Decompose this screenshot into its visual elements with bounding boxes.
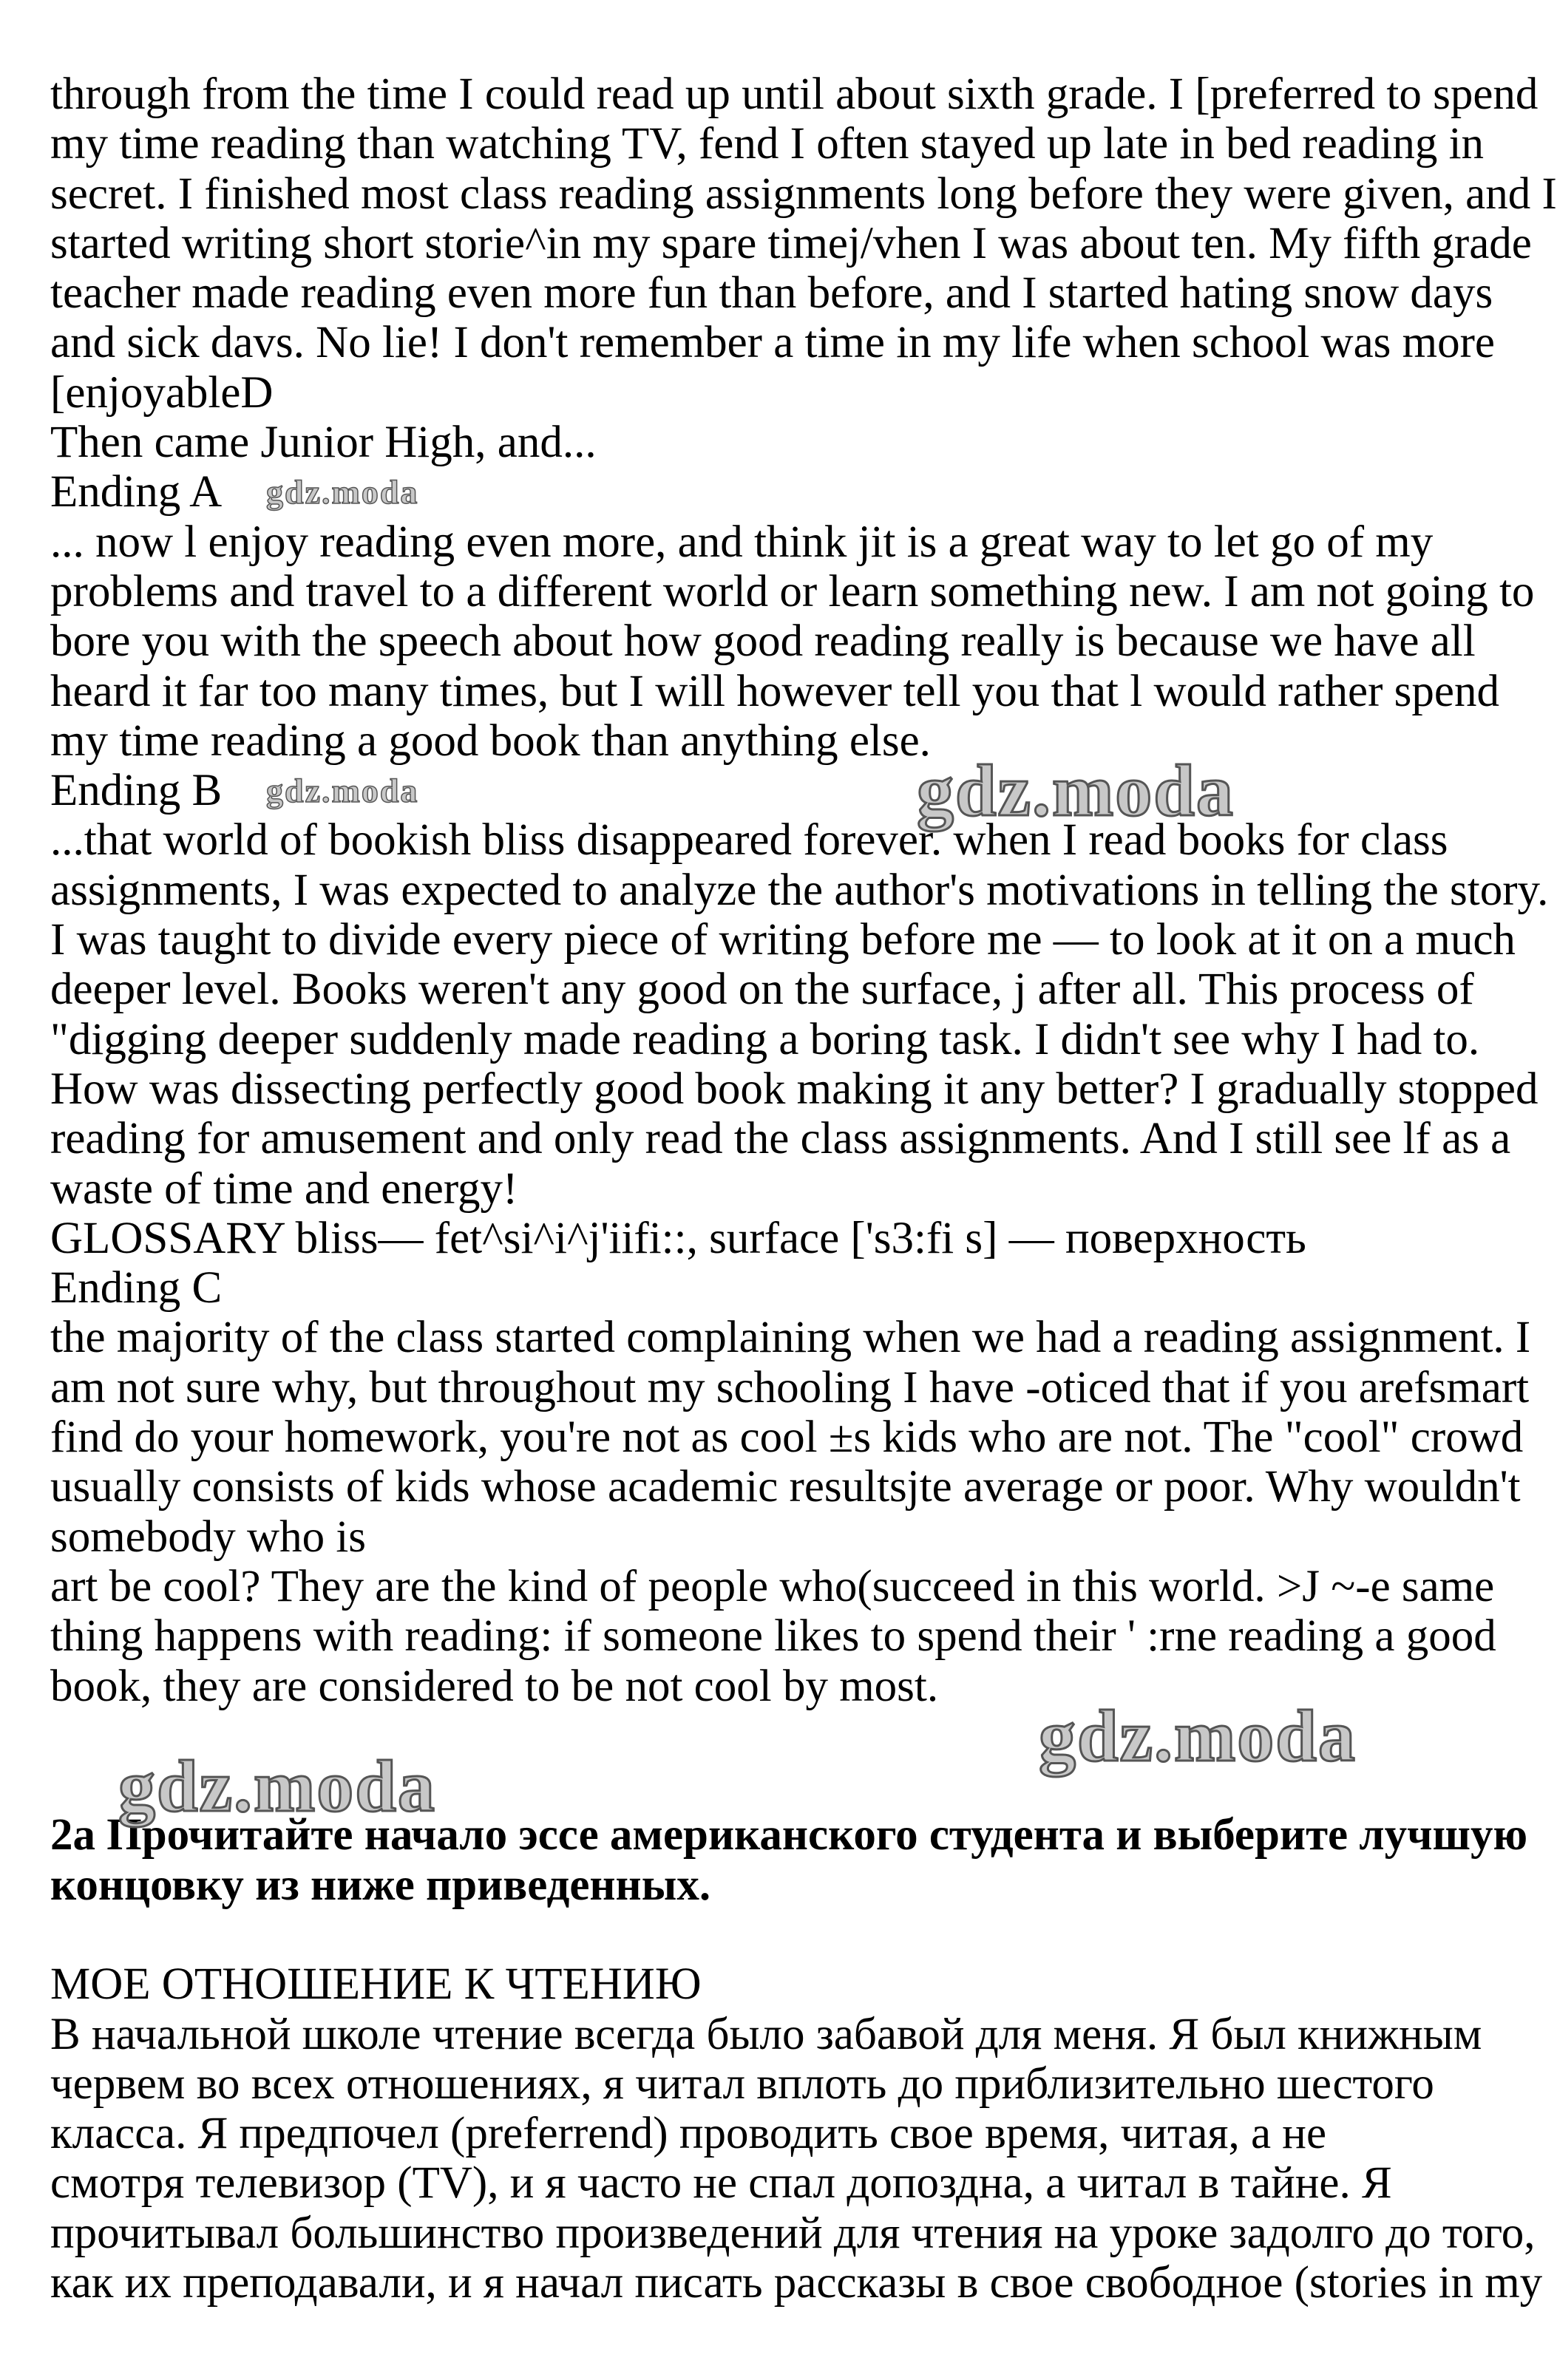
text-line: червем во всех отношениях, я читал вплоть до приблизительно шестого bbox=[50, 2058, 1434, 2109]
watermark-logo: gdz.moda bbox=[118, 1745, 436, 1827]
text-line: book, they are considered to be not cool by most. bbox=[50, 1661, 939, 1711]
text-line: deeper level. Books weren't any good on the surface, j after all. This process of bbox=[50, 965, 1474, 1015]
text-line: the majority of the class started complaining when we had a reading assignment. I bbox=[50, 1313, 1531, 1363]
text-line: problems and travel to a different world or learn something new. I am not going to bbox=[50, 566, 1535, 616]
text-line: Ending B bbox=[50, 766, 223, 816]
text-line: secret. I finished most class reading assignments long before they were given, and I bbox=[50, 169, 1557, 219]
text-line: teacher made reading even more fun than before, and I started hating snow days bbox=[50, 268, 1493, 319]
text-line: find do your homework, you're not as cool ±s kids who are not. The "cool" crowd bbox=[50, 1412, 1524, 1463]
watermark-logo: gdz.moda bbox=[1039, 1695, 1357, 1777]
text-line: usually consists of kids whose academic resultsjte average or poor. Why wouldn't bbox=[50, 1462, 1521, 1512]
text-line: reading for amusement and only read the class assignments. And I still see lf as a bbox=[50, 1114, 1511, 1164]
text-line: am not sure why, but throughout my schooling I have -oticed that if you arefsmart bbox=[50, 1362, 1530, 1412]
text-line: ...that world of bookish bliss disappeared forever. when I read books for class bbox=[50, 815, 1448, 866]
text-line: heard it far too many times, but I will however tell you that l would rather spend bbox=[50, 666, 1499, 716]
watermark-logo: gdz.moda bbox=[266, 473, 419, 511]
text-line: Then came Junior High, and... bbox=[50, 418, 597, 468]
text-line: thing happens with reading: if someone likes to spend their ' :rne reading a good bbox=[50, 1611, 1496, 1662]
text-line: art be cool? They are the kind of people who(succeed in this world. >J ~-e same bbox=[50, 1561, 1495, 1611]
text-line: bore you with the speech about how good reading really is because we have all bbox=[50, 616, 1476, 667]
text-line: Ending C bbox=[50, 1263, 223, 1313]
text-line: GLOSSARY bliss— fet^si^i^j'iifi::, surface ['s3:fi s] — поверхность bbox=[50, 1213, 1306, 1263]
blank-line bbox=[50, 1910, 1527, 1959]
text-line: класса. Я предпочел (preferrend) проводить свое время, читая, а не bbox=[50, 2109, 1327, 2159]
text-line: How was dissecting perfectly good book making it any better? I gradually stopped bbox=[50, 1064, 1539, 1114]
task-instruction-line: концовку из ниже приведенных. bbox=[50, 1860, 711, 1910]
text-line: and sick davs. No lie! I don't remember a time in my life when school was more bbox=[50, 318, 1495, 368]
text-line: как их преподавали, и я начал писать рассказы в свое свободное (stories in my bbox=[50, 2258, 1543, 2308]
text-line: waste of time and energy! bbox=[50, 1163, 518, 1214]
text-line: my time reading than watching TV, fend I often stayed up late in bed reading in bbox=[50, 119, 1485, 169]
text-line: through from the time I could read up until about sixth grade. I [preferred to spend bbox=[50, 69, 1539, 119]
text-line: assignments, I was expected to analyze the author's motivations in telling the story. bbox=[50, 865, 1549, 915]
text-line: started writing short storie^in my spare timej/vhen I was about ten. My fifth grade bbox=[50, 218, 1532, 268]
task-instruction-line: 2a Прочитайте начало эссе американского студента и выберите лучшую bbox=[50, 1810, 1528, 1860]
watermark-logo: gdz.moda bbox=[917, 749, 1235, 832]
text-line: somebody who is bbox=[50, 1512, 366, 1562]
text-line: my time reading a good book than anything else. bbox=[50, 715, 931, 766]
text-line: смотря телевизор (TV), и я часто не спал допоздна, а читал в тайне. Я bbox=[50, 2158, 1392, 2209]
text-line: "digging deeper suddenly made reading a boring task. I didn't see why I had to. bbox=[50, 1014, 1480, 1064]
document-page bbox=[50, 69, 1557, 2308]
watermark-logo: gdz.moda bbox=[266, 772, 419, 809]
text-line: Ending A bbox=[50, 467, 223, 517]
text-line: I was taught to divide every piece of writing before me — to look at it on a much bbox=[50, 915, 1516, 965]
text-line: ... now l enjoy reading even more, and think jit is a great way to let go of my bbox=[50, 517, 1434, 567]
text-line: МОЕ ОТНОШЕНИЕ К ЧТЕНИЮ bbox=[50, 1959, 702, 2010]
text-line: прочитывал большинство произведений для чтения на уроке задолго до того, bbox=[50, 2208, 1536, 2258]
text-line: [enjoyableD bbox=[50, 367, 274, 418]
text-line: В начальной школе чтение всегда было забавой для меня. Я был книжным bbox=[50, 2009, 1482, 2059]
